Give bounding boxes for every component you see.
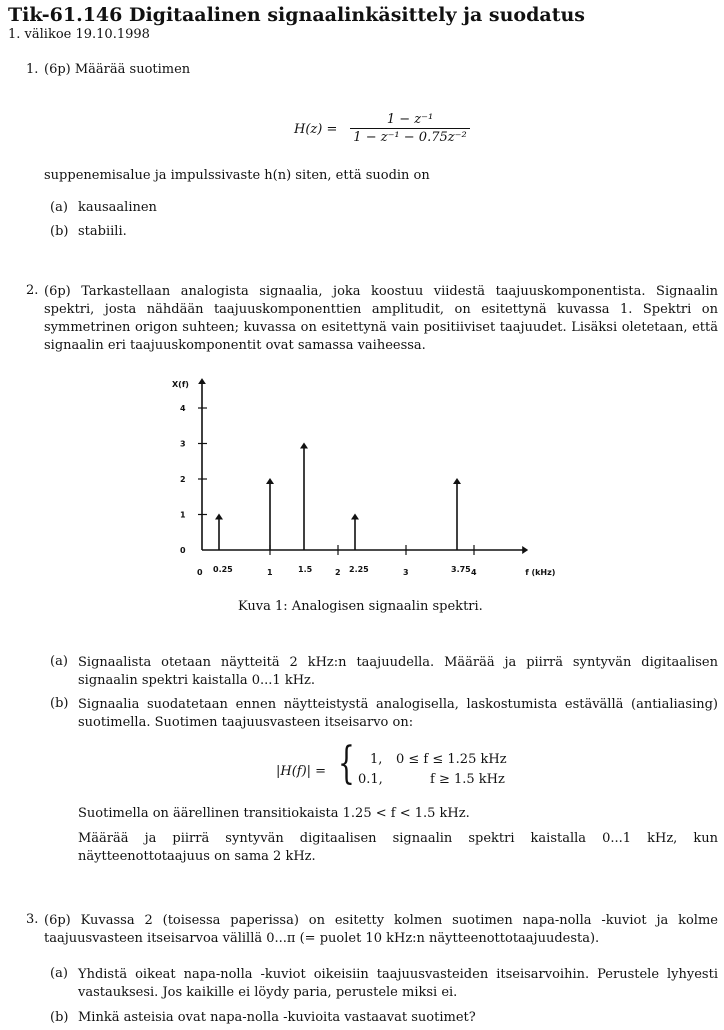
q2-text: (6p) Tarkastellaan analogista signaalia, joka koostuu viidestä taajuuskomponentista. Signaalin spektri, josta nähdään taajuuskomponenttien amplitudit, on esitettynä kuvassa 1. Spektri on symmetrinen origon suhteen; kuvassa on esitettynä vain positiiviset taajuudet. Lisäksi oletetaan, että signaalin eri taajuuskomponentit ovat samassa vaiheessa. — [44, 284, 718, 353]
y-tick-label: 2 — [180, 475, 186, 484]
y-tick-label: 0 — [180, 546, 186, 555]
q2-eq-case2-condition: f ≥ 1.5 kHz — [430, 772, 505, 787]
q1-item-a-label: (a) — [50, 200, 68, 215]
q1-eq-denominator: 1 − z⁻¹ − 0.75z⁻² — [353, 130, 467, 145]
q1-fraction-bar — [350, 128, 470, 129]
q2-item-a-text: Signaalista otetaan näytteitä 2 kHz:n taajuudella. Määrää ja piirrä syntyvän digitaalisen signaalin spektri kaistalla 0...1 kHz. — [78, 655, 718, 688]
q3-item-b-label: (b) — [50, 1010, 69, 1025]
x-tick-label: 1 — [267, 568, 273, 577]
q2-eq-case1-value: 1, — [370, 752, 383, 767]
q2-item-b-label: (b) — [50, 696, 69, 711]
y-tick-label: 1 — [180, 510, 186, 520]
q2-eq-case1-condition: 0 ≤ f ≤ 1.25 kHz — [396, 752, 507, 767]
q1-eq-numerator: 1 − z⁻¹ — [386, 112, 434, 127]
x-axis-label: f (kHz) — [525, 568, 556, 577]
chart-labels — [172, 380, 555, 577]
q1-intro: (6p) Määrää suotimen — [44, 62, 191, 77]
q2-item-b-transition: Suotimella on äärellinen transitiokaista 1.25 < f < 1.5 kHz. — [78, 806, 470, 821]
x-tick-label: 3.75 — [451, 565, 471, 574]
q1-eq-lhs: H(z) = — [294, 122, 338, 137]
y-axis-label: X(f) — [172, 380, 189, 390]
brace-symbol: { — [338, 738, 355, 789]
x-tick-label: 2.25 — [349, 565, 369, 574]
chart-axes — [202, 381, 525, 550]
q1-text: suppenemisalue ja impulssivaste h(n) siten, että suodin on — [44, 168, 430, 183]
q3-item-b-text: Minkä asteisia ovat napa-nolla -kuvioita vastaavat suotimet? — [78, 1010, 476, 1025]
chart-stems — [219, 446, 457, 551]
q1-item-a-text: kausaalinen — [78, 200, 157, 215]
q3-text: (6p) Kuvassa 2 (toisessa paperissa) on esitetty kolmen suotimen napa-nolla -kuviot ja kolme taajuusvasteen itseisarvoa välillä 0...π (= puolet 10 kHz:n näytteenottotaajuudesta). — [44, 913, 718, 946]
x-tick-label: 1.5 — [298, 565, 313, 574]
document-title: Tik-61.146 Digitaalinen signaalinkäsittely ja suodatus — [8, 4, 585, 26]
q1-item-b-text: stabiili. — [78, 224, 127, 239]
q3-item-a-label: (a) — [50, 966, 68, 981]
q1-item-b-label: (b) — [50, 224, 69, 239]
q3-number: 3. — [26, 912, 39, 927]
q2-item-b-final: Määrää ja piirrä syntyvän digitaalisen signaalin spektri kaistalla 0...1 kHz, kun näytteenottotaajuus on sama 2 kHz. — [78, 831, 718, 864]
q2-number: 2. — [26, 283, 39, 298]
q2-eq-lhs: |H(f)| = — [276, 764, 327, 779]
figure-caption: Kuva 1: Analogisen signaalin spektri. — [238, 599, 483, 614]
q2-item-b-text: Signaalia suodatetaan ennen näytteistystä analogisella, laskostumista estävällä (antialiasing) suotimella. Suotimen taajuusvasteen itseisarvo on: — [78, 697, 718, 730]
q2-item-a-label: (a) — [50, 654, 68, 669]
x-tick-label: 0 — [197, 568, 203, 577]
q1-number: 1. — [26, 62, 39, 77]
y-tick-label: 3 — [180, 439, 186, 449]
y-tick-label: 4 — [180, 404, 186, 413]
x-tick-label: 0.25 — [213, 565, 233, 574]
q3-item-a-text: Yhdistä oikeat napa-nolla -kuviot oikeisiin taajuusvasteiden itseisarvoihin. Perustele lyhyesti vastauksesi. Jos kaikille ei löydy paria, perustele miksi ei. — [78, 967, 718, 1000]
q1-fraction — [350, 112, 470, 145]
x-tick-label: 2 — [335, 568, 341, 577]
q2-eq-case2-value: 0.1, — [358, 772, 383, 787]
spectrum-chart — [160, 364, 580, 586]
x-tick-label: 3 — [403, 568, 409, 577]
document-subtitle: 1. välikoe 19.10.1998 — [8, 27, 150, 42]
chart-ticks — [198, 408, 474, 555]
x-tick-label: 4 — [471, 568, 477, 577]
